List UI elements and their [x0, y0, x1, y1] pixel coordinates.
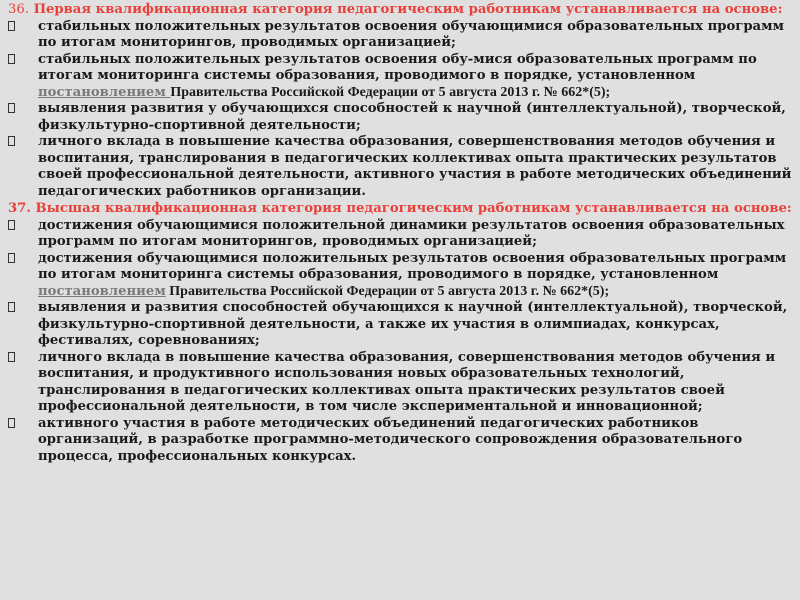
square-bullet-icon	[8, 136, 15, 146]
item-text: выявления развития у обучающихся способностей к научной (интеллектуальной), творческой, физкультурно-спортивной деятельности;	[38, 101, 786, 133]
list-item	[8, 19, 794, 52]
section-37-list	[8, 218, 794, 466]
list-item	[8, 416, 794, 466]
square-bullet-icon	[8, 103, 15, 113]
section-36-title: Первая квалификационная категория педагогическим работникам устанавливается на основе:	[28, 2, 783, 17]
square-bullet-icon	[8, 21, 15, 31]
item-text: выявления и развития способностей обучающихся к научной (интеллектуальной), творческой, физкультурно-спортивной деятельности, а также их участия в олимпиадах, конкурсах, фестивалях, соревнованиях;	[38, 300, 788, 348]
section-37-heading: 37. Высшая квалификационная категория педагогическим работникам устанавливается на основе:	[8, 201, 792, 216]
item-text-tail: Правительства Российской Федерации от 5 августа 2013 г. № 662*(5);	[165, 283, 610, 299]
section-36-list	[8, 19, 794, 201]
square-bullet-icon	[8, 220, 15, 230]
section-36-heading	[8, 2, 794, 19]
list-item	[8, 52, 794, 102]
list-item	[8, 101, 794, 134]
list-item	[8, 134, 794, 200]
list-item	[8, 251, 794, 301]
item-text: достижения обучающимися положительных результатов освоения образовательных программ по итогам мониторинга системы образования, проводимого в порядке, установленном	[38, 250, 787, 282]
item-text-tail: Правительства Российской Федерации от 5 августа 2013 г. № 662*(5);	[170, 84, 611, 100]
square-bullet-icon	[8, 418, 15, 428]
item-text: стабильных положительных результатов освоения обучающимися образовательных программ по итогам мониторингов, проводимых организацией;	[38, 18, 785, 50]
square-bullet-icon	[8, 253, 15, 263]
item-text: активного участия в работе методических объединений педагогических работников организаций, в разработке программно-методического сопровождения образовательного процесса, профессиональных конкурсах.	[38, 415, 743, 464]
decree-link[interactable]: постановлением	[38, 84, 171, 100]
square-bullet-icon	[8, 302, 15, 312]
item-text: достижения обучающимися положительной динамики результатов освоения образовательных программ по итогам мониторингов, проводимых организацией;	[38, 217, 785, 249]
item-text: личного вклада в повышение качества образования, совершенствования методов обучения и воспитания, и продуктивного использования новых образовательных технологий, транслирования в педагогических коллективах опыта практических результатов своей профессиональной деятельности, в том числе экспериментальной и инновационной;	[38, 349, 776, 414]
item-text: стабильных положительных результатов освоения обу-мися образовательных программ по итогам мониторинга системы образования, проводимого в порядке, установленном	[38, 51, 757, 83]
item-text: личного вклада в повышение качества образования, совершенствования методов обучения и воспитания, транслирования в педагогических коллективах опыта практических результатов своей профессиональной деятельности, активного участия в работе методических объединений педагогических работников организации.	[38, 134, 792, 199]
list-item	[8, 300, 794, 350]
list-item	[8, 218, 794, 251]
list-item	[8, 350, 794, 416]
square-bullet-icon	[8, 54, 15, 64]
section-36-number: 36.	[8, 2, 29, 17]
square-bullet-icon	[8, 352, 15, 362]
decree-link[interactable]: постановлением	[38, 283, 166, 299]
